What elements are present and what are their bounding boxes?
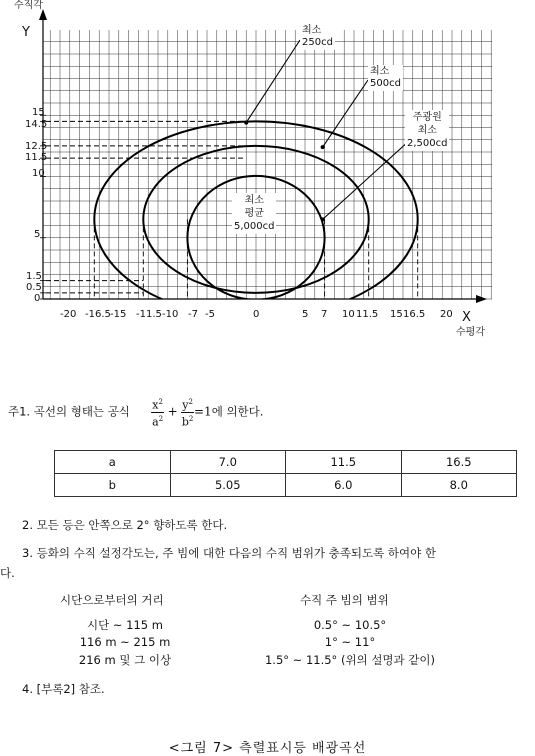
grid: [43, 30, 492, 299]
callout-500cd: [368, 65, 403, 91]
ellipse-parameter-table: [54, 450, 517, 497]
callout-5000cd: [232, 193, 276, 234]
table-cell: b: [55, 474, 171, 497]
note-3-line-1: 3. 등화의 수직 설정각도는, 주 빔에 대한 다음의 수직 범위가 충족되도록 하여야 한: [22, 546, 436, 560]
y-axis-letter: Y: [22, 25, 30, 40]
x-tick-label: -5: [205, 309, 215, 320]
y-tick-label: 14.5: [25, 119, 48, 130]
y-tick-label: 0.5: [26, 282, 42, 293]
y-tick-label: 11.5: [25, 152, 48, 163]
y-tick-label: 10: [32, 168, 45, 179]
figure-caption: <그림 7> 측렬표시등 배광곡선: [168, 741, 367, 756]
x-tick-label: -11.5: [136, 309, 162, 320]
note-3-line-2: 다.: [0, 566, 15, 580]
table-cell: 7.0: [170, 451, 286, 474]
x-tick-label: -20: [60, 309, 77, 320]
formula-rhs: =1: [193, 404, 212, 419]
range-col2-header: 수직 주 빔의 범위: [300, 593, 389, 607]
y-tick-label: 5: [34, 229, 41, 240]
x-tick-label: 20: [440, 309, 453, 320]
y-axis-label: 수직각: [14, 0, 43, 11]
callout-2500cd: [405, 110, 449, 151]
x-tick-label: 5: [302, 309, 309, 320]
x-tick-label: -7: [188, 309, 198, 320]
y-tick-label: 0: [34, 293, 41, 304]
callout-line: 500cd: [370, 78, 401, 89]
y-tick-label: 15: [32, 107, 45, 118]
x-tick-label: -10: [162, 309, 179, 320]
callout-leader-tip: [321, 145, 325, 149]
note-1: 주1. 곡선의 형태는 공식 $\frac{x^2}{a^2}$ + $\frac{y^2}{b^2}$ =1에 의한다.: [8, 398, 264, 429]
table-cell: 6.0: [286, 474, 402, 497]
x-tick-label: 0: [253, 309, 260, 320]
y-tick-label: 1.5: [26, 271, 42, 282]
callout-leader-tip: [244, 121, 248, 125]
x-tick-label: 11.5: [356, 309, 379, 320]
range-col1-header: 시단으로부터의 거리: [60, 593, 164, 607]
table-cell: 16.5: [401, 451, 517, 474]
callout-250cd: [300, 24, 335, 50]
callout-leader-tip: [321, 217, 325, 221]
note-2: 2. 모든 등은 안쪽으로 2° 향하도록 한다.: [22, 518, 228, 532]
range-distance: 116 m ~ 215 m: [79, 635, 171, 649]
range-distance: 216 m 및 그 이상: [78, 653, 172, 667]
callout-leader: [246, 40, 300, 123]
table-cell: a: [55, 451, 171, 474]
range-value: 1° ~ 11°: [324, 635, 376, 649]
table-cell: 11.5: [286, 451, 402, 474]
x-axis-label: 수평각: [456, 327, 485, 338]
callout-line: 2,500cd: [407, 138, 448, 149]
table-row: [55, 474, 517, 497]
formula-x-term: $\frac{x^2}{a^2}$: [152, 398, 164, 429]
callout-line: 최소: [302, 25, 322, 36]
callout-line: 최소: [244, 195, 264, 206]
x-tick-label: -15: [110, 309, 127, 320]
range-distance: 시단 ~ 115 m: [87, 618, 163, 632]
formula-y-term: $\frac{y^2}{b^2}$: [181, 398, 194, 429]
table-row: [55, 451, 517, 474]
axes: [39, 9, 487, 303]
range-value: 0.5° ~ 10.5°: [313, 618, 387, 632]
note-1-prefix: 주1. 곡선의 형태는 공식: [8, 404, 130, 419]
x-tick-label: -16.5: [85, 309, 111, 320]
table-cell: 8.0: [401, 474, 517, 497]
y-tick-label: 12.5: [25, 141, 48, 152]
range-value: 1.5° ~ 11.5° (위의 설명과 같이): [264, 653, 436, 667]
callout-line: 최소: [417, 125, 437, 136]
callout-line: 최소: [370, 66, 390, 77]
callout-line: 평균: [244, 208, 264, 219]
note-4: 4. [부록2] 참조.: [22, 682, 105, 696]
callout-line: 주광원: [412, 112, 442, 123]
x-tick-label: 7: [321, 309, 328, 320]
light-distribution-diagram: [0, 0, 535, 345]
note-1-suffix: 에 의한다.: [211, 404, 264, 419]
x-tick-label: 15: [390, 309, 403, 320]
callout-line: 5,000cd: [234, 221, 275, 232]
x-axis-letter: X: [462, 310, 471, 325]
table-cell: 5.05: [170, 474, 286, 497]
x-tick-label: 10: [342, 309, 355, 320]
callout-line: 250cd: [302, 37, 333, 48]
x-tick-label: 16.5: [403, 309, 426, 320]
